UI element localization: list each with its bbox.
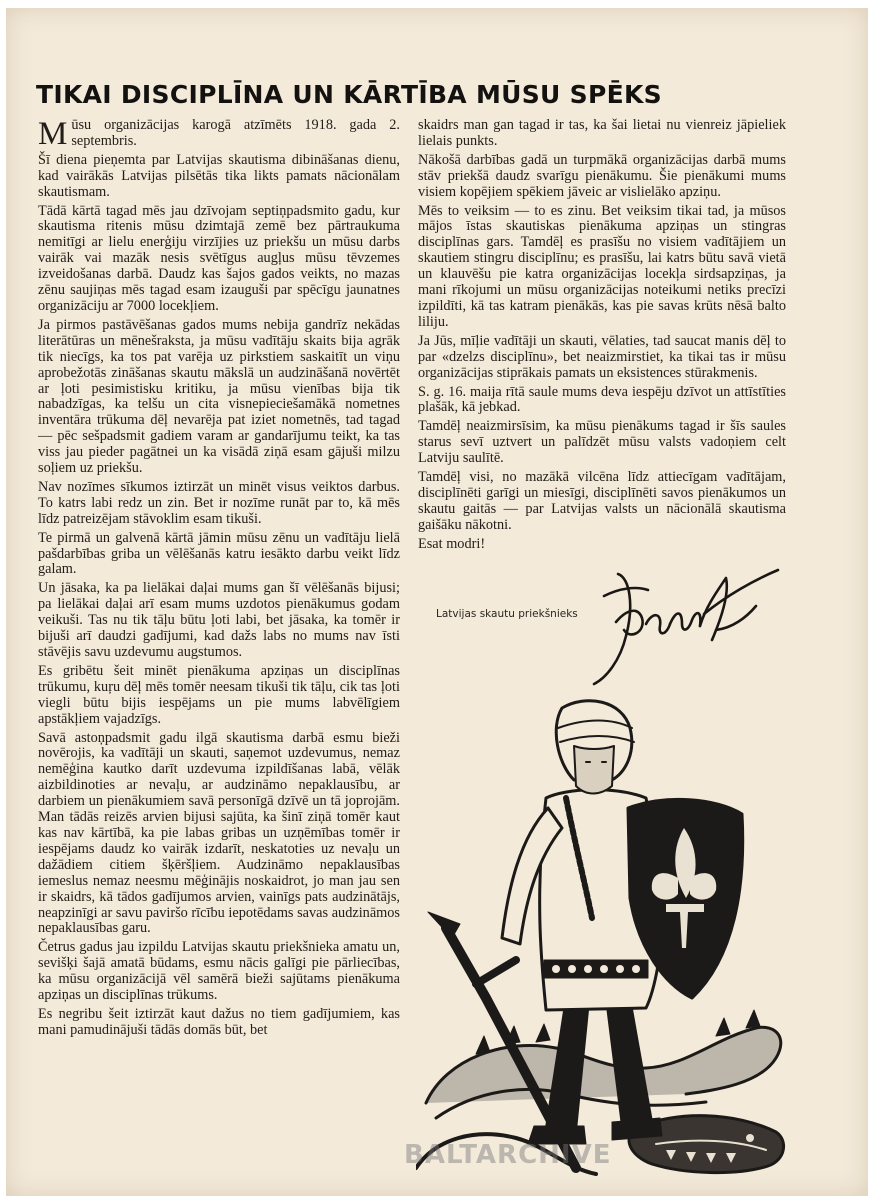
watermark: BALTARCHIVE xyxy=(404,1140,612,1170)
paragraph: Šī diena pieņemta par Latvijas skautisma dibināšanas dienu, kad vairākās Latvijas pilsētās tika likts pamats nācionālam skautismam. xyxy=(38,151,400,200)
paragraph: Te pirmā un galvenā kārtā jāmin mūsu zēnu un vadītāju lielā pašdarbības griba un vēlēšanās katru iesākto darbu veikt līdz galam. xyxy=(38,529,400,578)
paragraph: Četrus gadus jau izpildu Latvijas skautu priekšnieka amatu un, sevišķi šajā amatā būdams, esmu nācis galīgi pie pārliecības, ka mūsu organizācijā vēl samērā bieži sajūtams pienākuma apziņas un disciplīnas trūkums. xyxy=(38,939,400,1004)
closing-salutation: Esat modri! xyxy=(418,535,486,552)
article-title: TIKAI DISCIPLĪNA UN KĀRTĪBA MŪSU SPĒKS xyxy=(36,80,662,109)
paragraph: Savā astoņpadsmit gadu ilgā skautisma darbā esmu bieži novērojis, ka vadītāji un skauti, saņemot uzdevumus, nemaz nemēģina kautko darīt uzdevuma izpildīšanas labā, vēlāk aizbildinoties ar nevaļu, ar audzināmo nepaklausību, ar darbiem un pienākumiem savā personīgā dzīvē un tā joprojām. Man tādās reizēs arvien bijusi sajūta, ka šinī ziņā tomēr kaut kas nav kārtībā, ka pie labas gribas un uzņēmības tomēr ir iespējams daudz ko vairāk izdarīt, neskatoties uz nevaļu un dažādiem citiem šķēršļiem. Audzināmo nepaklausības iemeslus nemaz neesmu mēģinājis noskaidrot, jo man jau sen ir skaidrs, kā tādos gadījumos arvien, vainīgs pats audzinātājs, neapzinīgi ar savu paviršo rīcību iepotēdams savas audzināmos nepaklausības garu. xyxy=(38,729,400,937)
paragraph: Es gribētu šeit minēt pienākuma apziņas un disciplīnas trūkumu, kuŗu dēļ mēs tomēr neesam tikuši tik tāļu, cik tas ļoti viegli būtu bijis iespējams un pie mums labvēlīgiem apstākļiem vajadzīgs. xyxy=(38,662,400,727)
paragraph: Nākošā darbības gadā un turpmākā organizācijas darbā mums stāv priekšā daudz svarīgu pienākumu. Šie pienākumi mums visiem kopējiem spēkiem jāveic ar vislielāko apziņu. xyxy=(418,151,786,200)
paragraph: skaidrs man gan tagad ir tas, ka šai lietai nu vienreiz jāpieliek lielais punkts. xyxy=(418,117,786,149)
paragraph: Mēs to veiksim — to es zinu. Bet veiksim tikai tad, ja mūsos mājos īstas skautiskas pienākuma apziņas un stingras disciplīnas gars. Tamdēļ es prasīšu no visiem vadītājiem un skautiem stingru disciplīnu; es prasīšu, lai katrs būtu savā vietā un klauvēšu pie katra organizācijas locekļa sirdsapziņas, ja mani rīkojumi un mūsu organizācijas noteikumi netiks precīzi izpildīti, kā tas katram pienākās, kas pie savas krūts nēsā balto liliju. xyxy=(418,202,786,330)
paragraph: Nav nozīmes sīkumos iztirzāt un minēt visus veiktos darbus. To katrs labi redz un zin. Bet ir nozīme runāt par to, kā mēs līdz patreizējam stāvoklim esam tikuši. xyxy=(38,478,400,527)
left-column xyxy=(38,118,400,1042)
paragraph: Un jāsaka, ka pa lielākai daļai mums gan šī vēlēšanās bijusi; pa lielākai daļai arī esam mums uzdotos pienākumus godam veikuši. Tas nu tik tāļu būtu ļoti labi, bet jāsaka, ka tomēr ir bijuši arī daudzi gadījumi, kad dažs labs no mums nav īsti stāvējis savu uzdevumu augstumos. xyxy=(38,580,400,660)
handwritten-signature xyxy=(586,566,786,691)
paragraph: Ja pirmos pastāvēšanas gados mums nebija gandrīz nekādas literātūras un mēnešraksta, ja mūsu vadītāju skaits bija agrāk tik niecīgs, ka tos pat varēja uz pirkstiem saskaitīt un viņu aprobežotās zināšanas skautu mākslā un audzināšanā novērtēt ar ļoti pesimistisku kritiku, ja mūsu vienības bija tik nabadzīgas, ka telšu un cita visnepieciešamākā nometnes inventāra trūkuma dēļ nevarēja pat iziet nometnēs, tad tagad — pēc sešpadsmit gadiem varam ar gandarījumu teikt, ka tas viss jau pieder pagātnei un ka visādā ziņā esam gājuši milzu soļiem uz priekšu. xyxy=(38,316,400,477)
paragraph: Tamdēļ visi, no mazākā vilcēna līdz attiecīgam vadītājam, disciplīnēti garīgi un miesīgi, disciplīnēti savos pienākumos un skautu gaitās — par Latvijas valsts un nācionālā skautisma gaišāku nākotni. xyxy=(418,469,786,533)
magazine-page xyxy=(6,8,868,1196)
paragraph: Tādā kārtā tagad mēs jau dzīvojam septiņpadsmito gadu, kur skautisma ritenis mūsu dzimtajā zemē bez pārtraukuma nemitīgi ar lielu enerģiju virzījies uz priekšu un mūsu darbs vairāk vai mazāk nesis svētīgus augļus mūsu tēvzemes izveidošanas darbā. Daudz kas šajos gados veikts, no mazas zēnu saujiņas mēs tagad esam izauguši par spēcīgu jaunatnes organizāciju ar 7000 locekļiem. xyxy=(38,202,400,314)
drop-cap: M xyxy=(38,116,68,152)
paragraph xyxy=(38,118,400,150)
paragraph: S. g. 16. maija rītā saule mums deva iespēju dzīvot un attīstīties plašāk, kā jebkad. xyxy=(418,383,786,416)
paragraph: Ja Jūs, mīļie vadītāji un skauti, vēlaties, tad saucat manis dēļ to par «dzelzs disciplīnu», bet neaizmirstiet, ka tikai tas ir mūsu organizācijas stiprākais pamats un eksistences stūrakmenis. xyxy=(418,332,786,381)
paragraph-text: ūsu organizācijas karogā atzīmēts 1918. gada 2. septembris. xyxy=(71,117,400,149)
scout-knight-illustration xyxy=(416,698,796,1198)
signature-caption: Latvijas skautu priekšnieks xyxy=(436,608,578,620)
paragraph: Tamdēļ neaizmirsīsim, ka mūsu pienākums tagad ir šīs saules starus sevī uztvert un palīdzēt mūsu valsts vadoņiem celt Latviju saulītē. xyxy=(418,418,786,467)
right-column xyxy=(418,118,786,556)
paragraph: Es negribu šeit iztirzāt kaut dažus no tiem gadījumiem, kas mani pamudinājuši tādās domās būt, bet xyxy=(38,1005,400,1038)
